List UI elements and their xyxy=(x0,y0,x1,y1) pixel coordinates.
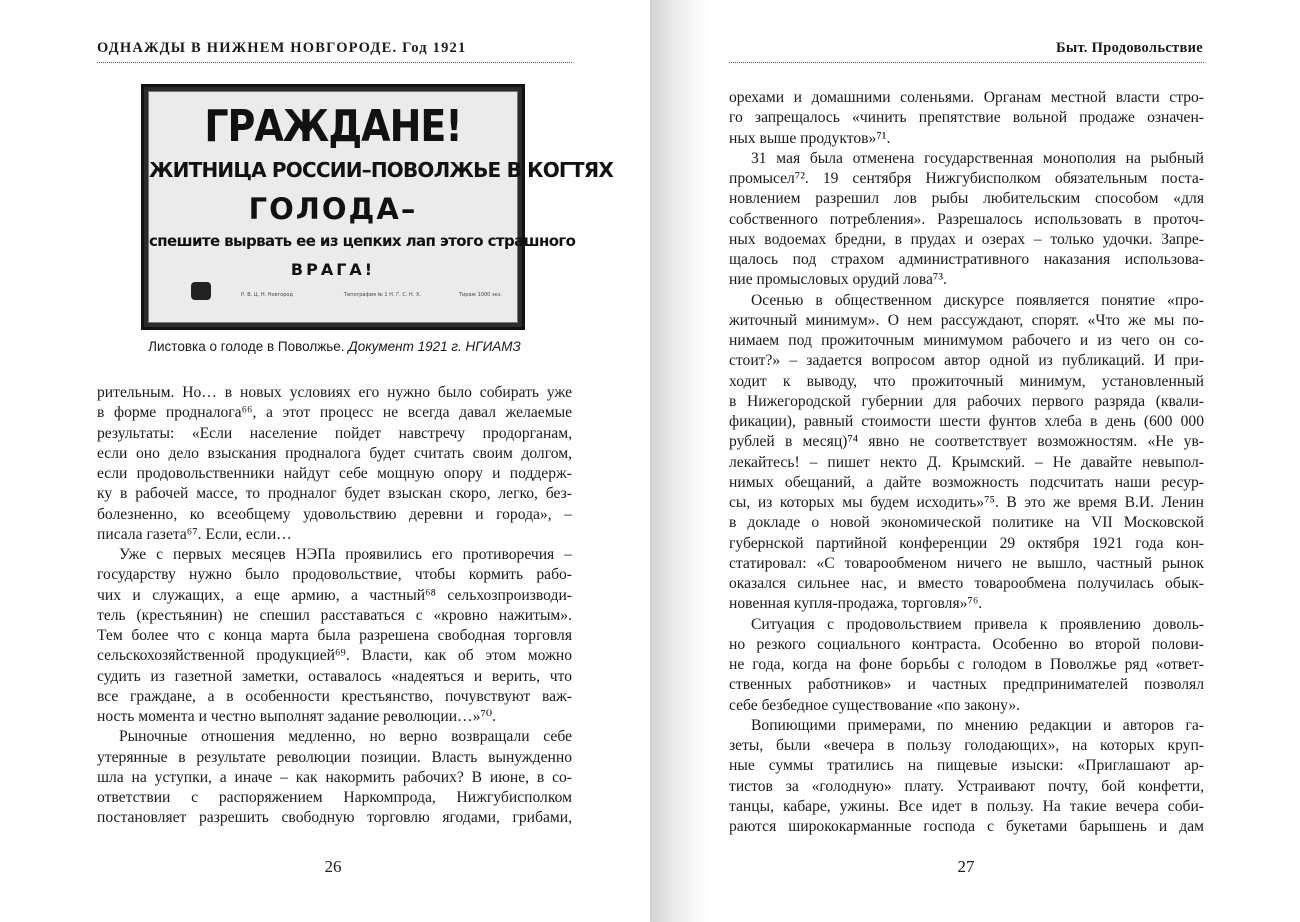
text-line: утерянные в результате революции позиции. Власть вынужденно xyxy=(97,748,572,766)
text-line: Уже с первых месяцев НЭПа проявились его противоречия – xyxy=(119,546,572,563)
text-line: сы, из которых мы будем исходить»⁷⁵. В это же время В.И. Ленин xyxy=(729,494,1204,511)
text-line: ственных работников» и частных предпринимателей позволял xyxy=(729,676,1204,694)
text-line: тистов за «голодную» плату. Устраивают почту, бой конфетти, xyxy=(729,777,1204,795)
book-gutter-shadow xyxy=(650,0,710,922)
text-line: житочный минимум». О нем рассуждают, спорят. «Что же мы по- xyxy=(729,311,1204,329)
text-line: тель (крестьянин) не спешил расставаться с «кровно нажитым». xyxy=(97,606,572,624)
text-line: новлением разрешил лов рыбы любительским способом «для xyxy=(729,190,1204,208)
caption-source: Документ 1921 г. НГИАМЗ xyxy=(348,339,521,354)
text-line: лекайтесь! – пишет некто Д. Крымский. – Не давайте невыпол- xyxy=(729,453,1204,471)
text-line: шла на уступки, а иначе – как накормить рабочих? В июне, в со- xyxy=(97,768,572,786)
text-line: нимых обещаний, а дайте возможность подсчитать наши ресур- xyxy=(729,473,1204,491)
text-line: в форме продналога⁶⁶, а этот процесс не всегда давал желаемые xyxy=(97,404,572,422)
text-line: нимаем под прожиточным минимумом рабочего и из чего он со- xyxy=(729,332,1204,349)
text-line: ние промысловых орудий лова⁷³. xyxy=(729,271,947,289)
text-line: стоит?» – задается вопросом автор одной из публикаций. И при- xyxy=(729,352,1204,370)
right-page xyxy=(650,0,1300,922)
text-line: Рыночные отношения медленно, но верно возвращали себе xyxy=(119,728,572,746)
page-number-left: 26 xyxy=(324,857,342,876)
text-line: Ситуация с продовольствием привела к проявлению доволь- xyxy=(751,615,1204,633)
text-line: если оно дело взыскания продналога будет считать своим долгом, xyxy=(97,444,572,462)
text-line: сельскохозяйственной продукцией⁶⁹. Власти, как об этом можно xyxy=(97,647,572,665)
text-line: судить из газетной заметки, оставалось «надеяться и верить, что xyxy=(97,667,572,685)
text-line: щалось под страхом административного наказания использова- xyxy=(729,251,1204,268)
text-line: в Нижегородской губернии для рабочих первого разряда (квали- xyxy=(729,392,1204,410)
leaflet-imprint-1: Р. В. Ц. Н. Новгород xyxy=(241,292,293,298)
text-line: го запрещалось «чинить препятствие вольной продаже означен- xyxy=(729,109,1204,127)
header-rule-right xyxy=(729,62,1204,63)
leaflet-line-5: ВРАГА! xyxy=(290,260,376,279)
text-line: 31 мая была отменена государственная монополия на рыбный xyxy=(751,149,1204,167)
text-line: если продовольственники найдут себе мощную опору и поддерж- xyxy=(97,465,572,482)
text-line: чих и служащих, а еще армию, а частный⁶⁸ сельхозпроизводи- xyxy=(97,586,572,604)
text-line: результаты: «Если население пойдет навстречу продорганам, xyxy=(97,424,572,442)
text-line: новенная купля-продажа, торговля»⁷⁶. xyxy=(729,595,983,613)
text-line: ответствии с распоряжением Наркомпрода, Нижгубисполком xyxy=(97,789,572,806)
text-line: все граждане, а в особенности крестьянство, почувствуют важ- xyxy=(97,687,572,705)
text-line: ку в рабочей массе, то продналог будет взыскан скоро, легко, без- xyxy=(97,485,572,503)
body-text-right xyxy=(729,88,1204,837)
text-line: рублей в месяц)⁷⁴ явно не соответствует возможностям. «Не ув- xyxy=(729,433,1204,451)
emblem-icon xyxy=(191,282,211,300)
text-line: болезненно, ко всеобщему удовольствию деревни и города», – xyxy=(97,505,572,523)
text-line: ных водоемах бредни, в прудах и озерах – только удочки. Запре- xyxy=(729,230,1204,248)
text-line: Тем более что с конца марта была разрешена свободная торговля xyxy=(97,627,572,644)
text-line: ные суммы тратились на пищевые изыски: «Приглашают ар- xyxy=(729,757,1204,775)
leaflet-line-2: ЖИТНИЦА РОССИИ–ПОВОЛЖЬЕ В КОГТЯХ xyxy=(149,158,613,182)
text-line: постановляет разрешить свободную торговлю ягодами, грибами, xyxy=(97,809,572,827)
text-line: ходит к выводу, что прожиточный минимум, установленный xyxy=(729,372,1204,390)
leaflet-imprint-3: Тираж 1000 экз. xyxy=(459,292,502,298)
text-line: государству нужно было продовольствие, чтобы кормить рабо- xyxy=(97,566,572,584)
text-line: оказался сильнее нас, и вместо товарообмена получилась обык- xyxy=(729,575,1204,592)
text-line: собственного потребления». Разрешалось использовать в проточ- xyxy=(729,210,1204,228)
text-line: орехами и домашними соленьями. Органам местной власти стро- xyxy=(729,89,1204,106)
text-line: в докладе о новой экономической политике на VII Московской xyxy=(729,514,1204,532)
body-text-left xyxy=(97,383,572,829)
text-line: Осенью в общественном дискурсе появляется понятие «про- xyxy=(751,291,1204,309)
leaflet-imprint-2: Типография № 1 Н. Г. С. Н. Х. xyxy=(344,292,421,298)
leaflet-line-3: ГОЛОДА– xyxy=(248,192,418,226)
image-caption xyxy=(97,339,572,354)
leaflet-line-4: спешите вырвать ее из цепких лап этого страшного xyxy=(149,232,576,250)
text-line: себе безбедное существование «по закону». xyxy=(729,696,1021,714)
famine-leaflet-image xyxy=(141,84,613,330)
header-rule-left xyxy=(97,62,572,63)
leaflet-sheet xyxy=(148,91,613,323)
running-head-left: ОДНАЖДЫ В НИЖНЕМ НОВГОРОДЕ. Год 1921 xyxy=(97,40,467,56)
text-line: раются ширококарманные господа с букетами барышень и дам xyxy=(729,818,1204,835)
leaflet-line-1: ГРАЖДАНЕ! xyxy=(204,100,462,152)
text-line: не года, когда на фоне борьбы с голодом в Поволжье ряд «ответ- xyxy=(729,656,1204,673)
page-number-right: 27 xyxy=(957,857,975,876)
caption-text: Листовка о голоде в Поволжье. xyxy=(148,339,349,354)
text-line: но резкого социального контраста. Особенно во второй полови- xyxy=(729,635,1204,653)
text-line: рительным. Но… в новых условиях его нужно было собирать уже xyxy=(97,384,572,401)
text-line: Вопиющими примерами, по мнению редакции и авторов га- xyxy=(751,716,1204,734)
running-head-right: Быт. Продовольствие xyxy=(1055,40,1203,56)
text-line: промысел⁷². 19 сентября Нижгубисполком обязательным поста- xyxy=(729,170,1204,187)
text-line: зеты, были «вечера в пользу голодающих», на которых круп- xyxy=(729,737,1204,754)
text-line: фикации), равный стоимости шести фунтов хлеба в день (600 000 xyxy=(729,413,1204,430)
text-line: танцы, кабаре, ужины. Все идет в пользу. На такие вечера соби- xyxy=(729,797,1204,815)
text-line: статировал: «С товарообменом ничего не вышло, частный рынок xyxy=(729,554,1204,572)
text-line: ных выше продуктов»⁷¹. xyxy=(729,129,891,147)
text-line: губернской партийной конференции 29 октября 1921 года кон- xyxy=(729,534,1204,552)
text-line: писала газета⁶⁷. Если, если… xyxy=(97,525,292,543)
text-line: ность момента и честно выполнят задание революции…»⁷⁰. xyxy=(97,708,497,725)
